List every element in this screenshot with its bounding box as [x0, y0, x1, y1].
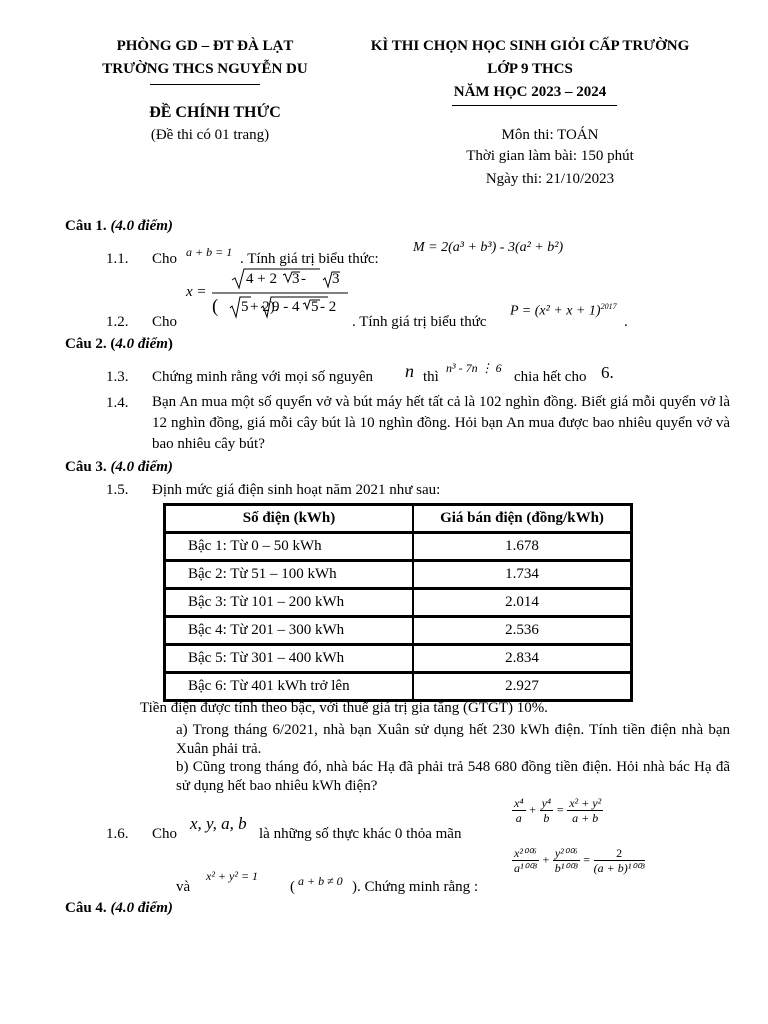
left-header-rule: [150, 84, 260, 85]
item-1-2-x-label: x =: [186, 284, 207, 300]
price-cell: 2.014: [413, 588, 631, 616]
item-1-2-period: .: [624, 314, 628, 330]
dept-name: PHÒNG GD – ĐT ĐÀ LẠT: [116, 38, 294, 54]
item-1-6-va: và: [176, 879, 191, 895]
eq1-den-3: a + b: [572, 811, 599, 825]
vat-note: Tiền điện được tính theo bậc, với thuế giá trị gia tăng (GTGT) 10%.: [140, 700, 548, 716]
school-name: TRƯỜNG THCS NGUYỄN DU: [102, 61, 308, 77]
part-a: a) Trong tháng 6/2021, nhà bạn Xuân sử dụng hết 230 kWh điện. Tính tiền điện nhà bạn Xuân phải trả.: [176, 722, 730, 757]
item-1-1-expression: M = 2(a³ + b³) - 3(a² + b²): [413, 240, 564, 255]
eq1-num-3: x² + y²: [569, 796, 602, 810]
item-1-6-variables: x, y, a, b: [190, 814, 247, 833]
eq2-plus: +: [541, 852, 550, 867]
denom-part-e: 5: [311, 299, 319, 315]
eq2-frac-2: [553, 846, 580, 875]
item-1-6-prove: ). Chứng minh rằng :: [352, 879, 479, 895]
eq1-num-2: y⁴: [541, 796, 552, 810]
item-1-2-number: 1.2.: [106, 314, 129, 330]
eq2-frac-1: [512, 846, 539, 875]
q1-points: (4.0 điểm): [110, 218, 173, 234]
tier-cell: Bậc 5: Từ 301 – 400 kWh: [165, 644, 413, 672]
table-header-row: [165, 505, 631, 532]
numer-part-d: 3: [332, 271, 340, 287]
table-row: [165, 532, 631, 560]
eq2-frac-3: [594, 846, 645, 875]
q2-heading: [65, 336, 173, 353]
item-1-3-n: n: [405, 361, 414, 381]
item-1-6-number: 1.6.: [106, 826, 129, 842]
eq2-den-3: (a + b)¹⁰⁰³: [593, 861, 645, 875]
eq2-num-1: x²⁰⁰⁶: [514, 846, 537, 860]
tier-cell: Bậc 6: Từ 401 kWh trở lên: [165, 672, 413, 700]
item-1-3-expression: n³ - 7n ⋮ 6: [446, 361, 502, 375]
table-row: [165, 616, 631, 644]
item-1-3-text-c: chia hết cho: [514, 369, 587, 385]
price-cell: 2.536: [413, 616, 631, 644]
item-1-6-equation-2: [512, 846, 645, 875]
table-row: [165, 672, 631, 700]
eq1-num-1: x⁴: [514, 796, 524, 810]
item-1-6-cho: Cho: [152, 826, 178, 842]
q3-heading: [65, 459, 173, 476]
table-row: [165, 588, 631, 616]
item-1-1-text: . Tính giá trị biểu thức:: [240, 251, 379, 267]
item-1-4-text: Bạn An mua một số quyển vở và bút máy hết tất cả là 102 nghìn đồng. Biết giá mỗi quyển vở là 12 nghìn đồng, giá mỗi cây bút là 10 nghìn đồng. Hỏi bạn An mua được bao nhiêu quyển vở và bao nhiêu cây bút?: [152, 394, 730, 452]
exam-date: Ngày thi: 21/10/2023: [485, 171, 615, 187]
q3-title: Câu 3.: [65, 459, 107, 475]
item-1-3-number: 1.3.: [106, 369, 129, 385]
item-1-2-expression: [510, 302, 617, 320]
school-year: NĂM HỌC 2023 – 2024: [453, 84, 607, 100]
item-1-2-text: . Tính giá trị biểu thức: [352, 314, 487, 330]
price-cell: 1.734: [413, 560, 631, 588]
item-1-1-condition: a + b = 1: [186, 245, 233, 259]
price-cell: 1.678: [413, 532, 631, 560]
q1-heading: [65, 218, 173, 235]
part-b: b) Cũng trong tháng đó, nhà bác Hạ đã phải trả 548 680 đồng tiền điện. Hỏi nhà bác Hạ đã sử dụng hết bao nhiêu kWh điện?: [176, 759, 730, 794]
official-label: ĐỀ CHÍNH THỨC: [149, 104, 281, 121]
item-1-3-text-b: thì: [423, 369, 439, 385]
denom-part-d: 9 - 4: [272, 299, 300, 315]
q4-heading: [65, 900, 173, 917]
tier-cell: Bậc 2: Từ 51 – 100 kWh: [165, 560, 413, 588]
electricity-price-table: [163, 503, 633, 702]
q1-title: Câu 1.: [65, 218, 107, 234]
q3-points: (4.0 điểm): [110, 459, 173, 475]
eq2-num-3: 2: [594, 846, 645, 861]
duration: Thời gian làm bài: 150 phút: [466, 148, 634, 164]
eq1-frac-3: [567, 796, 603, 825]
table-row: [165, 560, 631, 588]
item-1-1-cho: Cho: [152, 251, 178, 267]
price-cell: 2.927: [413, 672, 631, 700]
tier-cell: Bậc 1: Từ 0 – 50 kWh: [165, 532, 413, 560]
eq1-plus: +: [528, 802, 537, 817]
p-expression-exponent: 2017: [600, 302, 617, 311]
denom-part-a: (: [212, 296, 219, 317]
p-expression-base: P = (x² + x + 1): [510, 303, 601, 319]
item-1-6-equation-1: [512, 796, 603, 825]
numer-part-c: -: [301, 271, 306, 287]
denom-part-f: - 2: [320, 299, 337, 315]
item-1-2-x-fraction: [210, 268, 350, 320]
q2-title: Câu 2. (: [65, 336, 116, 352]
item-1-4-number: 1.4.: [106, 395, 129, 411]
q2-points: 4.0 điểm: [115, 336, 168, 352]
item-1-6-open-paren: (: [290, 879, 295, 895]
item-1-5-text: Định mức giá điện sinh hoạt năm 2021 như sau:: [152, 482, 441, 498]
eq1-frac-2: [540, 796, 554, 825]
price-cell: 2.834: [413, 644, 631, 672]
numer-part-a: 4 + 2: [246, 271, 277, 287]
q4-title: Câu 4.: [65, 900, 107, 916]
right-header-rule: [452, 105, 617, 106]
eq2-den-2: b¹⁰⁰³: [554, 861, 578, 875]
item-1-6-condition: x² + y² = 1: [206, 869, 259, 883]
denom-part-c: + 2).: [250, 299, 279, 315]
eq1-equals: =: [556, 802, 565, 817]
denom-part-b: 5: [241, 299, 249, 315]
item-1-2-cho: Cho: [152, 314, 178, 330]
eq1-frac-1: [512, 796, 526, 825]
q4-points: (4.0 điểm): [110, 900, 173, 916]
item-1-1-number: 1.1.: [106, 251, 129, 267]
subject: Môn thi: TOÁN: [501, 127, 599, 143]
table-header-kwh: Số điện (kWh): [165, 505, 413, 532]
exam-grade: LỚP 9 THCS: [487, 61, 573, 77]
item-1-6-condition-2: a + b ≠ 0: [298, 874, 343, 888]
tier-cell: Bậc 3: Từ 101 – 200 kWh: [165, 588, 413, 616]
item-1-6-text: là những số thực khác 0 thỏa mãn: [259, 826, 462, 842]
table-row: [165, 644, 631, 672]
eq2-den-1: a¹⁰⁰³: [513, 861, 537, 875]
pages-note: (Đề thi có 01 trang): [150, 127, 270, 143]
eq1-den-1: a: [515, 811, 522, 825]
item-1-3-six: 6.: [601, 363, 614, 382]
eq2-equals: =: [582, 852, 591, 867]
item-1-3-text-a: Chứng minh rằng với mọi số nguyên: [152, 369, 374, 385]
eq2-num-2: y²⁰⁰⁶: [554, 846, 578, 860]
table-header-price: Giá bán điện (đồng/kWh): [413, 505, 631, 532]
numer-part-b: 3: [292, 271, 300, 287]
q2-close: ): [167, 336, 173, 352]
item-1-5-number: 1.5.: [106, 482, 129, 498]
exam-name: KÌ THI CHỌN HỌC SINH GIỎI CẤP TRƯỜNG: [370, 38, 690, 54]
eq1-den-2: b: [543, 811, 550, 825]
tier-cell: Bậc 4: Từ 201 – 300 kWh: [165, 616, 413, 644]
